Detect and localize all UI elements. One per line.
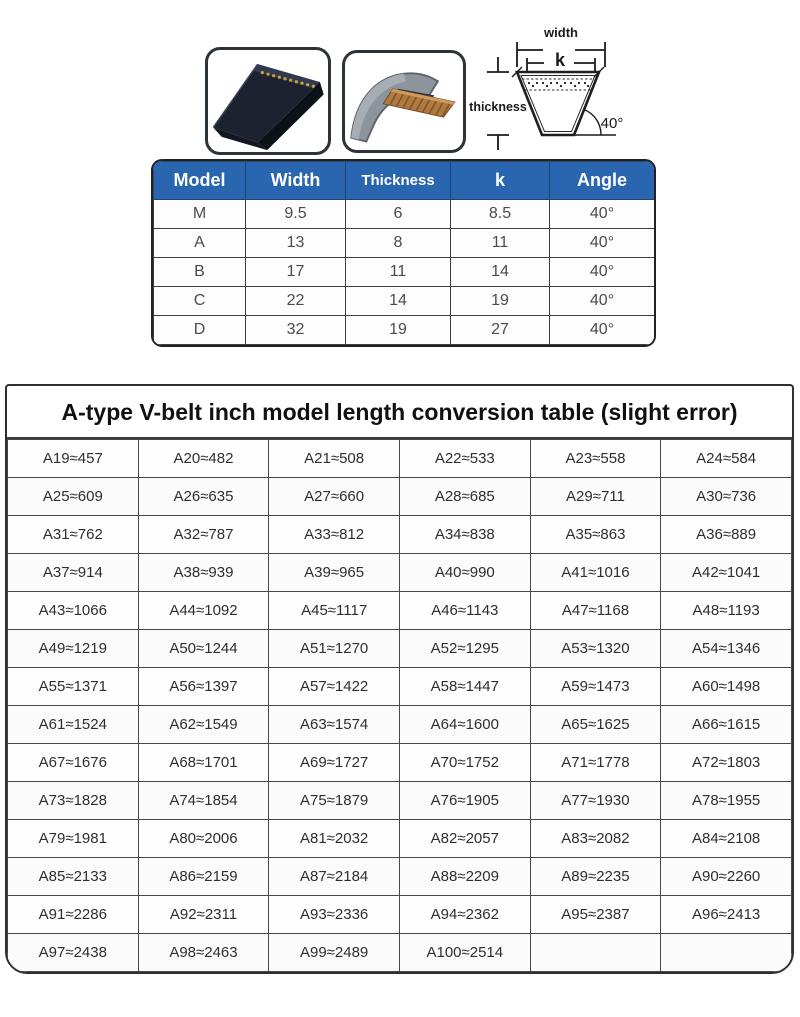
table-cell: A72≈1803	[661, 744, 792, 782]
table-cell: A77≈1930	[530, 782, 661, 820]
belt-cross-section-inner-line	[521, 76, 595, 132]
table-cell: A50≈1244	[138, 630, 269, 668]
table-cell: A32≈787	[138, 516, 269, 554]
table-cell: A99≈2489	[269, 934, 400, 972]
table-cell: 17	[246, 258, 346, 287]
table-cell	[661, 934, 792, 972]
table-cell: A21≈508	[269, 440, 400, 478]
table-cell: A71≈1778	[530, 744, 661, 782]
table-cell: 40°	[550, 316, 655, 345]
table-cell: A86≈2159	[138, 858, 269, 896]
table-cell: A89≈2235	[530, 858, 661, 896]
table-cell: A19≈457	[8, 440, 139, 478]
table-cell: A65≈1625	[530, 706, 661, 744]
table-cell: A40≈990	[399, 554, 530, 592]
table-cell: A37≈914	[8, 554, 139, 592]
table-cell: A96≈2413	[661, 896, 792, 934]
table-cell: A76≈1905	[399, 782, 530, 820]
table-cell: A92≈2311	[138, 896, 269, 934]
column-header: Width	[246, 162, 346, 200]
table-cell: A91≈2286	[8, 896, 139, 934]
table-row	[154, 287, 655, 316]
angle-arc	[584, 110, 601, 136]
table-row	[8, 668, 792, 706]
table-cell: A52≈1295	[399, 630, 530, 668]
table-cell: A67≈1676	[8, 744, 139, 782]
table-cell: A	[154, 229, 246, 258]
table-cell: A90≈2260	[661, 858, 792, 896]
table-row	[8, 858, 792, 896]
table-cell: 13	[246, 229, 346, 258]
table-cell: A69≈1727	[269, 744, 400, 782]
table-cell: A82≈2057	[399, 820, 530, 858]
table-row	[8, 516, 792, 554]
k-dimension-label: k	[554, 50, 566, 70]
table-cell: A85≈2133	[8, 858, 139, 896]
conversion-table	[7, 439, 792, 972]
table-cell: A48≈1193	[661, 592, 792, 630]
table-cell: 19	[451, 287, 550, 316]
spec-table-header	[154, 162, 655, 200]
belt-cross-section-diagram	[462, 20, 662, 158]
cross-section-svg	[462, 20, 662, 158]
table-cell: 22	[246, 287, 346, 316]
table-cell: 32	[246, 316, 346, 345]
table-cell: A29≈711	[530, 478, 661, 516]
table-cell: A70≈1752	[399, 744, 530, 782]
table-cell: 40°	[550, 258, 655, 287]
table-cell: A88≈2209	[399, 858, 530, 896]
table-row	[8, 592, 792, 630]
table-cell: A54≈1346	[661, 630, 792, 668]
table-cell: A74≈1854	[138, 782, 269, 820]
table-cell: A43≈1066	[8, 592, 139, 630]
table-cell: 8.5	[451, 200, 550, 229]
table-cell: A25≈609	[8, 478, 139, 516]
table-cell: 19	[346, 316, 451, 345]
table-row	[154, 200, 655, 229]
table-cell: A62≈1549	[138, 706, 269, 744]
belt-photo-cutaway	[342, 50, 466, 153]
table-cell: 27	[451, 316, 550, 345]
table-cell: A98≈2463	[138, 934, 269, 972]
table-cell: A87≈2184	[269, 858, 400, 896]
table-cell: A36≈889	[661, 516, 792, 554]
table-cell: A46≈1143	[399, 592, 530, 630]
table-cell: A81≈2032	[269, 820, 400, 858]
table-row	[8, 782, 792, 820]
table-cell: A51≈1270	[269, 630, 400, 668]
column-header: Thickness	[346, 162, 451, 200]
table-cell: A49≈1219	[8, 630, 139, 668]
table-cell: A80≈2006	[138, 820, 269, 858]
table-cell: A84≈2108	[661, 820, 792, 858]
table-cell: A93≈2336	[269, 896, 400, 934]
column-header: Angle	[550, 162, 655, 200]
table-cell: A45≈1117	[269, 592, 400, 630]
belt-photo-solid	[205, 47, 331, 155]
table-row	[154, 229, 655, 258]
belt-photo-solid-illustration	[208, 50, 328, 152]
table-cell: A78≈1955	[661, 782, 792, 820]
table-cell: A68≈1701	[138, 744, 269, 782]
table-cell: A83≈2082	[530, 820, 661, 858]
table-cell: A24≈584	[661, 440, 792, 478]
table-cell: A60≈1498	[661, 668, 792, 706]
table-row	[8, 630, 792, 668]
table-cell: A33≈812	[269, 516, 400, 554]
table-cell: A64≈1600	[399, 706, 530, 744]
cord-band	[522, 79, 594, 90]
table-row	[154, 258, 655, 287]
table-cell: A95≈2387	[530, 896, 661, 934]
table-cell: 8	[346, 229, 451, 258]
belt-spec-table-container	[151, 159, 656, 347]
table-cell: A22≈533	[399, 440, 530, 478]
width-dimension-label: width	[544, 25, 578, 40]
table-cell: A58≈1447	[399, 668, 530, 706]
table-row	[8, 934, 792, 972]
table-cell: 9.5	[246, 200, 346, 229]
table-cell: A73≈1828	[8, 782, 139, 820]
table-cell: A61≈1524	[8, 706, 139, 744]
table-cell: A97≈2438	[8, 934, 139, 972]
conversion-table-title: A-type V-belt inch model length conversion table (slight error)	[7, 386, 792, 439]
table-cell	[530, 934, 661, 972]
table-cell: A56≈1397	[138, 668, 269, 706]
table-cell: A94≈2362	[399, 896, 530, 934]
table-cell: A31≈762	[8, 516, 139, 554]
table-row	[8, 478, 792, 516]
table-row	[8, 554, 792, 592]
column-header: Model	[154, 162, 246, 200]
table-row	[8, 440, 792, 478]
table-cell: A26≈635	[138, 478, 269, 516]
table-cell: C	[154, 287, 246, 316]
table-cell: 40°	[550, 229, 655, 258]
table-cell: A42≈1041	[661, 554, 792, 592]
spec-header-row	[154, 162, 655, 200]
table-cell: A23≈558	[530, 440, 661, 478]
table-row	[8, 820, 792, 858]
belt-photo-cutaway-illustration	[345, 53, 463, 150]
table-row	[8, 744, 792, 782]
table-row	[154, 316, 655, 345]
table-cell: 11	[451, 229, 550, 258]
table-cell: 11	[346, 258, 451, 287]
spec-table-body	[154, 200, 655, 345]
table-cell: A79≈1981	[8, 820, 139, 858]
table-row	[8, 896, 792, 934]
table-cell: A100≈2514	[399, 934, 530, 972]
table-cell: 40°	[550, 287, 655, 316]
table-cell: D	[154, 316, 246, 345]
table-cell: A39≈965	[269, 554, 400, 592]
conversion-table-container	[5, 384, 794, 974]
table-cell: A59≈1473	[530, 668, 661, 706]
table-cell: A38≈939	[138, 554, 269, 592]
table-cell: A55≈1371	[8, 668, 139, 706]
table-cell: 40°	[550, 200, 655, 229]
conversion-table-body	[8, 440, 792, 972]
table-cell: A66≈1615	[661, 706, 792, 744]
table-cell: A44≈1092	[138, 592, 269, 630]
table-cell: A34≈838	[399, 516, 530, 554]
table-cell: A28≈685	[399, 478, 530, 516]
table-cell: M	[154, 200, 246, 229]
table-cell: 6	[346, 200, 451, 229]
table-cell: A75≈1879	[269, 782, 400, 820]
table-cell: B	[154, 258, 246, 287]
table-cell: 14	[451, 258, 550, 287]
table-cell: A20≈482	[138, 440, 269, 478]
table-cell: A41≈1016	[530, 554, 661, 592]
belt-spec-table	[153, 161, 655, 345]
table-row	[8, 706, 792, 744]
table-cell: A53≈1320	[530, 630, 661, 668]
thickness-dimension-label: thickness	[469, 100, 527, 114]
angle-value-label: 40°	[600, 115, 624, 132]
table-cell: A47≈1168	[530, 592, 661, 630]
table-cell: 14	[346, 287, 451, 316]
table-cell: A30≈736	[661, 478, 792, 516]
belt-cross-section-outline	[517, 72, 599, 135]
column-header: k	[451, 162, 550, 200]
table-cell: A63≈1574	[269, 706, 400, 744]
table-cell: A27≈660	[269, 478, 400, 516]
table-cell: A35≈863	[530, 516, 661, 554]
table-cell: A57≈1422	[269, 668, 400, 706]
